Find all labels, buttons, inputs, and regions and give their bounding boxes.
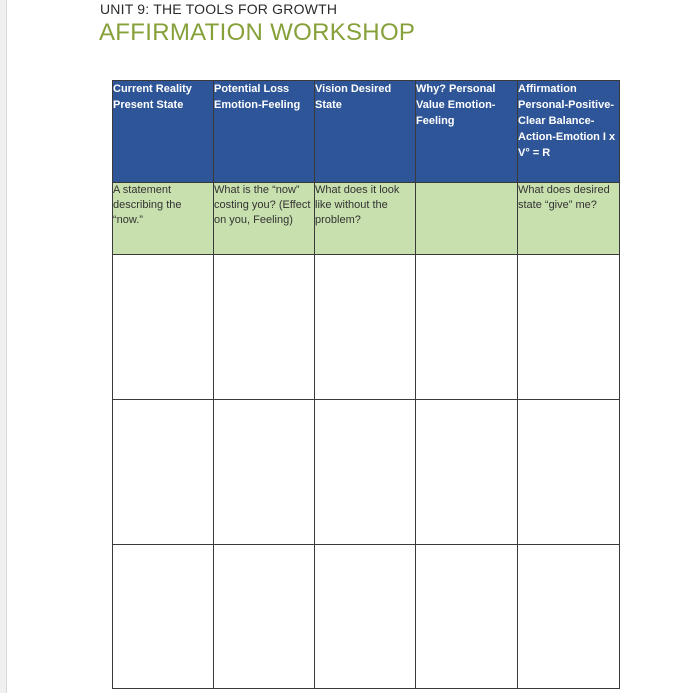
entry-row-1 (113, 255, 620, 400)
entry-cell[interactable] (315, 255, 416, 400)
description-row (113, 183, 620, 255)
entry-cell[interactable] (113, 545, 214, 689)
description-affirmation: What does desired state “give” me? (518, 183, 620, 255)
entry-cell[interactable] (214, 545, 315, 689)
entry-cell[interactable] (416, 255, 518, 400)
entry-cell[interactable] (518, 400, 620, 545)
description-potential-loss: What is the “now” costing you? (Effect on you, Feeling) (214, 183, 315, 255)
header-current-reality: Current Reality Present State (113, 81, 214, 183)
page-edge (0, 0, 7, 693)
entry-row-2 (113, 400, 620, 545)
description-why-personal (416, 183, 518, 255)
entry-row-3 (113, 545, 620, 689)
header-potential-loss: Potential Loss Emotion-Feeling (214, 81, 315, 183)
workshop-title: AFFIRMATION WORKSHOP (99, 19, 416, 46)
header-affirmation: Affirmation Personal-Positive-Clear Balance-Action-Emotion I x V° = R (518, 81, 620, 183)
description-current-reality: A statement describing the “now.” (113, 183, 214, 255)
header-row (113, 81, 620, 183)
entry-cell[interactable] (214, 255, 315, 400)
unit-title: UNIT 9: THE TOOLS FOR GROWTH (100, 1, 338, 17)
entry-cell[interactable] (315, 545, 416, 689)
entry-cell[interactable] (416, 400, 518, 545)
entry-cell[interactable] (518, 545, 620, 689)
entry-cell[interactable] (214, 400, 315, 545)
description-vision-desired: What does it look like without the problem? (315, 183, 416, 255)
header-why-personal: Why? Personal Value Emotion-Feeling (416, 81, 518, 183)
affirmation-table (112, 80, 620, 689)
entry-cell[interactable] (518, 255, 620, 400)
header-vision-desired: Vision Desired State (315, 81, 416, 183)
entry-cell[interactable] (315, 400, 416, 545)
entry-cell[interactable] (113, 400, 214, 545)
entry-cell[interactable] (113, 255, 214, 400)
entry-cell[interactable] (416, 545, 518, 689)
